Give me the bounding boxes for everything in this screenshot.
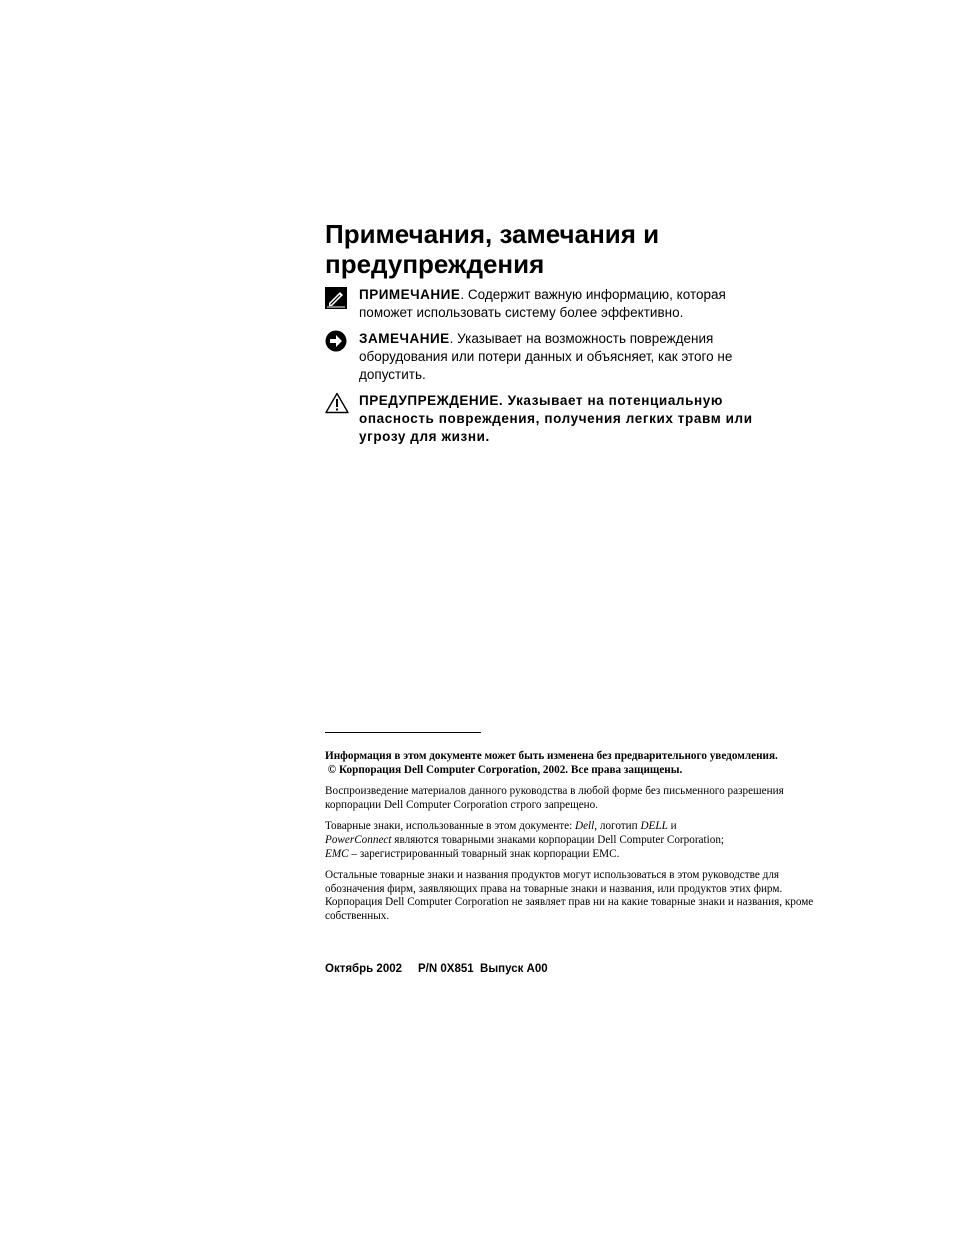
trademarks-sep4: – зарегистрированный товарный знак корпорации EMC. xyxy=(348,847,620,860)
caution-text xyxy=(359,392,765,446)
trademarks-text xyxy=(325,820,817,861)
note-block xyxy=(325,286,765,322)
notice-text xyxy=(359,330,765,384)
caution-body: . Указывает на потенциальную опасность повреждения, получения легких травм или угрозу для жизни. xyxy=(359,393,753,444)
trademark-dell: Dell xyxy=(575,820,595,833)
note-label: ПРИМЕЧАНИЕ xyxy=(359,287,461,302)
note-text xyxy=(359,286,765,322)
copyright-text: © Корпорация Dell Computer Corporation, 2002. Все права защищены. xyxy=(327,763,683,776)
trademarks-intro: Товарные знаки, использованные в этом документе: xyxy=(325,820,575,833)
reproduction-text: Воспроизведение материалов данного руководства в любой форме без письменного разрешения корпорации Dell Computer Corporation строго запрещено. xyxy=(325,785,784,811)
note-body: . Содержит важную информацию, которая поможет использовать систему более эффективно. xyxy=(359,287,726,320)
info-change-text: Информация в этом документе может быть изменена без предварительного уведомления. xyxy=(325,750,778,762)
warning-triangle-icon xyxy=(325,392,349,416)
trademark-emc: EMC xyxy=(325,847,349,860)
legal-header xyxy=(325,750,817,777)
caution-block xyxy=(325,392,765,446)
other-trademarks-text: Остальные товарные знаки и названия продуктов могут использоваться в этом руководстве для обозначения фирм, заявляющих права на товарные знаки и названия, или продуктов этих фирм. Корпорация Dell Computer Corporation не заявляет прав ни на какие товарные знаки и названия, кроме собственных. xyxy=(325,869,814,922)
separator-line xyxy=(325,732,481,733)
trademarks-sep1: , логотип xyxy=(594,820,641,833)
notice-label: ЗАМЕЧАНИЕ xyxy=(359,331,450,346)
notice-block xyxy=(325,330,765,384)
footer-date: Октябрь 2002 xyxy=(325,963,403,975)
footer-revision: Выпуск A00 xyxy=(480,963,548,975)
legal-notices xyxy=(325,750,817,932)
trademark-powerconnect: PowerConnect xyxy=(325,833,392,846)
pencil-note-icon xyxy=(325,287,349,311)
footer-part-number: P/N 0X851 xyxy=(418,963,474,975)
footer-line xyxy=(325,963,548,975)
trademarks-sep3: являются товарными знаками корпорации Dell Computer Corporation; xyxy=(391,833,725,846)
caution-label: ПРЕДУПРЕЖДЕНИЕ xyxy=(359,393,499,408)
arrow-circle-icon xyxy=(325,330,349,354)
notice-body: . Указывает на возможность повреждения оборудования или потери данных и объясняет, как этого не допустить. xyxy=(359,331,733,382)
page-title: Примечания, замечания и предупреждения xyxy=(325,219,660,279)
trademarks-sep2: и xyxy=(667,820,677,833)
trademark-dell-logo: DELL xyxy=(640,820,668,833)
